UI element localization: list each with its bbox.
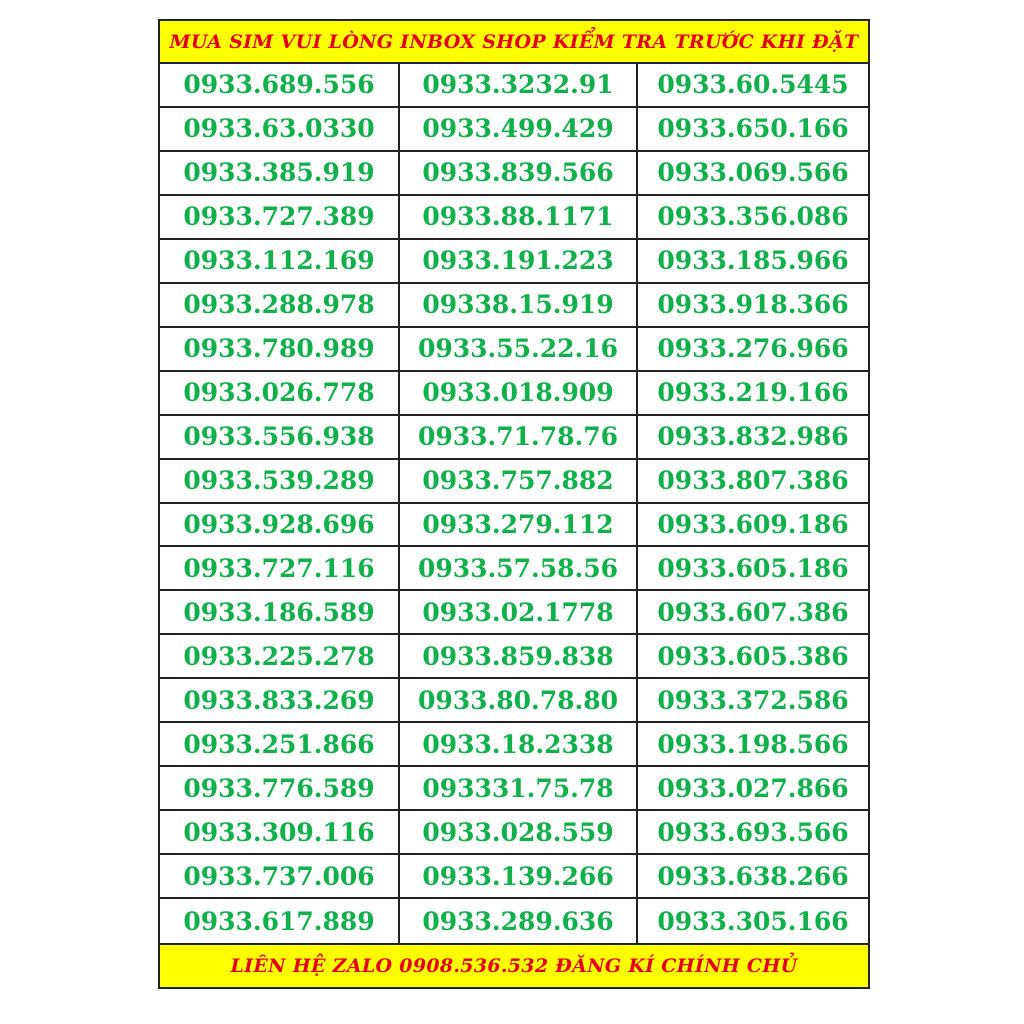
phone-number-cell: 0933.928.696 — [160, 504, 400, 548]
phone-number-cell: 0933.185.966 — [638, 240, 868, 284]
phone-number-cell: 0933.499.429 — [400, 108, 638, 152]
phone-number-cell: 0933.279.112 — [400, 504, 638, 548]
phone-number-cell: 0933.026.778 — [160, 372, 400, 416]
phone-number-cell: 0933.289.636 — [400, 899, 638, 943]
phone-number-cell: 0933.918.366 — [638, 284, 868, 328]
phone-number-cell: 0933.638.266 — [638, 855, 868, 899]
phone-number-cell: 0933.737.006 — [160, 855, 400, 899]
phone-number-cell: 0933.727.389 — [160, 196, 400, 240]
phone-number-cell: 0933.757.882 — [400, 460, 638, 504]
footer-banner: LIÊN HỆ ZALO 0908.536.532 ĐĂNG KÍ CHÍNH CHỦ — [160, 943, 868, 987]
phone-number-cell: 0933.63.0330 — [160, 108, 400, 152]
phone-number-cell: 09338.15.919 — [400, 284, 638, 328]
header-banner: MUA SIM VUI LÒNG INBOX SHOP KIỂM TRA TRƯỚC KHI ĐẶT — [160, 21, 868, 64]
phone-number-cell: 0933.305.166 — [657, 906, 849, 936]
phone-number-cell: 0933.027.866 — [638, 767, 868, 811]
phone-number-cell: 0933.71.78.76 — [400, 416, 638, 460]
phone-number-cell: 0933.776.589 — [160, 767, 400, 811]
phone-number-cell: 0933.605.186 — [638, 547, 868, 591]
phone-number-cell: 0933.617.889 — [160, 899, 400, 943]
phone-number-cell: 0933.028.559 — [400, 811, 638, 855]
phone-number-cell: 0933.251.866 — [160, 723, 400, 767]
phone-number-cell: 0933.60.5445 — [638, 64, 868, 108]
phone-number-cell: 0933.276.966 — [638, 328, 868, 372]
phone-number-cell: 093331.75.78 — [400, 767, 638, 811]
phone-number-cell: 0933.225.278 — [160, 635, 400, 679]
phone-number-cell: 0933.605.386 — [638, 635, 868, 679]
phone-number-cell: 0933.807.386 — [638, 460, 868, 504]
phone-number-cell: 0933.069.566 — [638, 152, 868, 196]
phone-number-cell: 0933.780.989 — [160, 328, 400, 372]
phone-number-cell: 0933.55.22.16 — [400, 328, 638, 372]
phone-number-cell: 0933.02.1778 — [400, 591, 638, 635]
phone-number-cell: 0933.18.2338 — [400, 723, 638, 767]
phone-number-cell: 0933.356.086 — [638, 196, 868, 240]
phone-number-cell: 0933.191.223 — [400, 240, 638, 284]
phone-number-cell: 0933.650.166 — [638, 108, 868, 152]
phone-number-cell: 0933.556.938 — [160, 416, 400, 460]
phone-number-cell: 0933.112.169 — [160, 240, 400, 284]
phone-number-cell: 0933.219.166 — [638, 372, 868, 416]
phone-number-cell: 0933.018.909 — [400, 372, 638, 416]
phone-number-cell: 0933.693.566 — [638, 811, 868, 855]
phone-number-cell: 0933.309.116 — [160, 811, 400, 855]
phone-number-cell: 0933.859.838 — [400, 635, 638, 679]
phone-number-cell: 0933.607.386 — [638, 591, 868, 635]
phone-number-cell: 0933.198.566 — [638, 723, 868, 767]
phone-number-cell: 0933.3232.91 — [400, 64, 638, 108]
phone-number-cell: 0933.288.978 — [160, 284, 400, 328]
phone-number-cell: 0933.139.266 — [400, 855, 638, 899]
phone-number-cell: 0933.88.1171 — [400, 196, 638, 240]
sim-number-sheet — [158, 19, 870, 989]
phone-number-cell: 0933.385.919 — [160, 152, 400, 196]
phone-number-cell: 0933.839.566 — [400, 152, 638, 196]
number-table — [160, 64, 868, 943]
phone-number-cell: 0933.727.116 — [160, 547, 400, 591]
phone-number-cell: 0933.186.589 — [160, 591, 400, 635]
phone-number-cell: 0933.80.78.80 — [400, 679, 638, 723]
phone-number-cell: 0933.832.986 — [638, 416, 868, 460]
phone-number-cell: 0933.833.269 — [160, 679, 400, 723]
phone-number-cell: 0933.689.556 — [160, 64, 400, 108]
phone-number-cell: 0933.57.58.56 — [400, 547, 638, 591]
phone-number-cell: 0933.372.586 — [638, 679, 868, 723]
phone-number-cell: 0933.539.289 — [160, 460, 400, 504]
phone-number-cell: 0933.609.186 — [638, 504, 868, 548]
